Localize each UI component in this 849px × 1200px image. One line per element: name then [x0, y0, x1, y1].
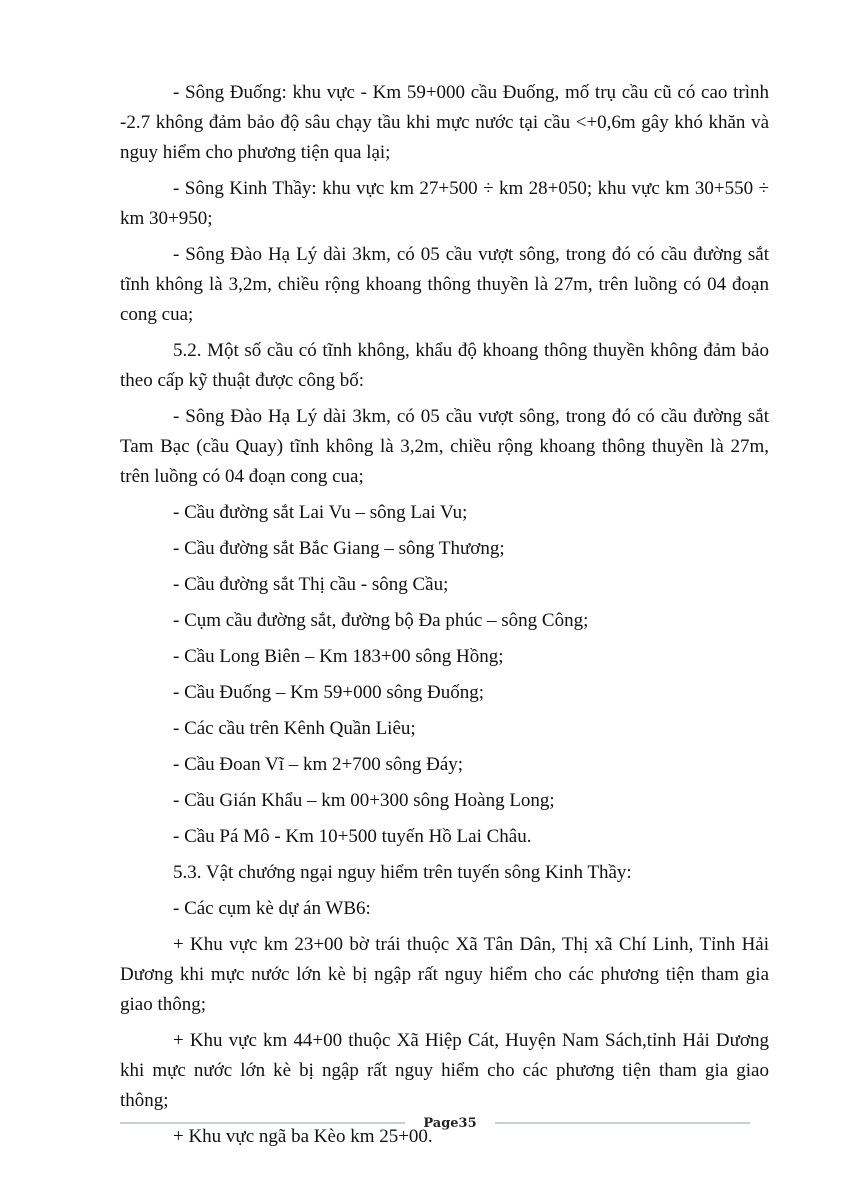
page-number: Page35: [423, 1115, 477, 1131]
hazard-item: + Khu vực km 23+00 bờ trái thuộc Xã Tân Dân, Thị xã Chí Linh, Tỉnh Hải Dương khi mực nước lớn kè bị ngập rất nguy hiểm cho các phương tiện tham gia giao thông;: [120, 934, 769, 1015]
list-item: - Cầu Pá Mô - Km 10+500 tuyến Hồ Lai Châu.: [173, 826, 532, 847]
footer-rule-left: [120, 1122, 405, 1124]
section-heading-5-3: 5.3. Vật chướng ngại nguy hiểm trên tuyến sông Kinh Thầy:: [173, 862, 632, 883]
paragraph-song-kinh-thay: - Sông Kinh Thầy: khu vực km 27+500 ÷ km 28+050; khu vực km 30+550 ÷ km 30+950;: [120, 178, 769, 229]
bridge-list: [120, 498, 769, 852]
list-item: - Cầu đường sắt Lai Vu – sông Lai Vu;: [173, 502, 468, 523]
section-heading-5-2: 5.2. Một số cầu có tĩnh không, khẩu độ khoang thông thuyền không đảm bảo theo cấp kỹ thuật được công bố:: [120, 340, 769, 391]
list-item: - Cầu Đuống – Km 59+000 sông Đuống;: [173, 682, 485, 703]
list-item: - Cầu đường sắt Thị cầu - sông Cầu;: [173, 574, 449, 595]
document-page: [120, 78, 769, 1158]
list-item: - Cụm cầu đường sắt, đường bộ Đa phúc – sông Công;: [173, 610, 589, 631]
page-footer: [120, 1112, 750, 1134]
footer-rule-right: [495, 1122, 750, 1124]
list-item: - Cầu Gián Khẩu – km 00+300 sông Hoàng Long;: [173, 790, 555, 811]
section-subheading-wb6: - Các cụm kè dự án WB6:: [173, 898, 371, 919]
paragraph-song-duong: - Sông Đuống: khu vực - Km 59+000 cầu Đuống, mố trụ cầu cũ có cao trình -2.7 không đảm bảo độ sâu chạy tầu khi mực nước tại cầu <+0,6m gây khó khăn và nguy hiểm cho phương tiện qua lại;: [120, 82, 769, 163]
list-item: - Cầu đường sắt Bắc Giang – sông Thương;: [173, 538, 505, 559]
hazard-item: + Khu vực ngã ba Kèo km 25+00.: [173, 1126, 433, 1147]
hazard-item: + Khu vực km 44+00 thuộc Xã Hiệp Cát, Huyện Nam Sách,tỉnh Hải Dương khi mực nước lớn kè bị ngập rất nguy hiểm cho các phương tiện tham gia giao thông;: [120, 1030, 769, 1111]
list-item: - Cầu Đoan Vĩ – km 2+700 sông Đáy;: [173, 754, 464, 775]
list-item: - Cầu Long Biên – Km 183+00 sông Hồng;: [173, 646, 504, 667]
paragraph-tam-bac: - Sông Đào Hạ Lý dài 3km, có 05 cầu vượt sông, trong đó có cầu đường sắt Tam Bạc (cầu Quay) tĩnh không là 3,2m, chiều rộng khoang thông thuyền là 27m, trên luồng có 04 đoạn cong cua;: [120, 406, 769, 487]
paragraph-song-dao-ha-ly: - Sông Đào Hạ Lý dài 3km, có 05 cầu vượt sông, trong đó có cầu đường sắt tĩnh không là 3,2m, chiều rộng khoang thông thuyền là 27m, trên luồng có 04 đoạn cong cua;: [120, 244, 769, 325]
list-item: - Các cầu trên Kênh Quần Liêu;: [173, 718, 416, 739]
